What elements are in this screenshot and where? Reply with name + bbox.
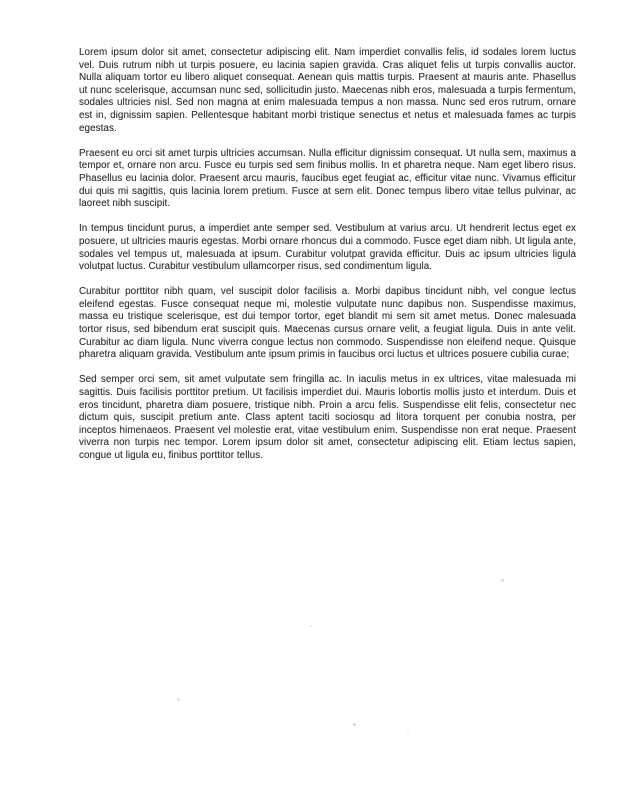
paragraph-4: Curabitur porttitor nibh quam, vel suscipit dolor facilisis a. Morbi dapibus tincidunt nibh, vel congue lectus eleifend egestas. Fusce consequat neque mi, molestie vulputate nunc dapibus non. Suspendisse maximus, massa eu tristique scelerisque, est dui tempor tortor, eget blandit mi sem sit amet metus. Donec malesuada tortor risus, sed bibendum erat suscipit quis. Maecenas cursus ornare velit, a feugiat ligula. Duis in ante velit. Curabitur ac diam ligula. Nunc viverra congue lectus non commodo. Suspendisse non eleifend neque. Quisque pharetra aliquam gravida. Vestibulum ante ipsum primis in faucibus orci luctus et ultrices posuere cubilia curae;	[79, 286, 576, 361]
scan-speck	[501, 579, 504, 582]
paragraph-2: Praesent eu orci sit amet turpis ultricies accumsan. Nulla efficitur dignissim consequat. Ut nulla sem, maximus a tempor et, ornare non arcu. Fusce eu turpis sed sem finibus mollis. In et pharetra neque. Nam eget libero risus. Phasellus eu lacinia dolor. Praesent arcu mauris, faucibus eget feugiat ac, efficitur vitae nunc. Vivamus efficitur dui quis mi sagittis, quis lacinia lorem pretium. Fusce at sem elit. Donec tempus libero vitae tellus pulvinar, ac laoreet nibh suscipit.	[79, 147, 576, 210]
document-body	[79, 47, 576, 463]
scan-speck	[310, 625, 312, 627]
scan-speck	[353, 723, 356, 726]
paragraph-3: In tempus tincidunt purus, a imperdiet ante semper sed. Vestibulum at varius arcu. Ut hendrerit lectus eget ex posuere, ut ultricies mauris egestas. Morbi ornare rhoncus dui a commodo. Fusce eget diam nibh. Ut ligula ante, sodales vel tempus ut, malesuada at ipsum. Curabitur volutpat gravida efficitur. Duis ac ipsum ultricies ligula volutpat luctus. Curabitur vestibulum ullamcorper risus, sed condimentum ligula.	[79, 223, 576, 273]
scan-speck	[177, 698, 180, 701]
scan-speck	[407, 730, 409, 732]
paragraph-5: Sed semper orci sem, sit amet vulputate sem fringilla ac. In iaculis metus in ex ultrices, vitae malesuada mi sagittis. Duis facilisis porttitor pretium. Ut facilisis imperdiet dui. Mauris lobortis mollis justo et interdum. Duis et eros tincidunt, pharetra diam posuere, tristique nibh. Proin a arcu felis. Suspendisse elit felis, consectetur nec dictum quis, suscipit pretium ante. Class aptent taciti sociosqu ad litora torquent per conubia nostra, per inceptos himenaeos. Praesent vel molestie erat, vitae vestibulum enim. Suspendisse non erat neque. Praesent viverra non turpis nec tempor. Lorem ipsum dolor sit amet, consectetur adipiscing elit. Etiam lectus sapien, congue ut ligula eu, finibus porttitor tellus.	[79, 374, 576, 461]
paragraph-1: Lorem ipsum dolor sit amet, consectetur adipiscing elit. Nam imperdiet convallis felis, id sodales lorem luctus vel. Duis rutrum nibh ut turpis posuere, eu lacinia sapien gravida. Cras aliquet felis ut turpis convallis auctor. Nulla aliquam tortor eu libero aliquet consequat. Aenean quis mattis turpis. Praesent at mauris ante. Phasellus ut nunc scelerisque, accumsan nunc sed, sollicitudin justo. Maecenas nibh eros, malesuada a turpis fermentum, sodales ultricies nisl. Sed non magna at enim malesuada tempus a non massa. Nunc sed eros rutrum, ornare est in, dignissim sapien. Pellentesque habitant morbi tristique senectus et netus et malesuada fames ac turpis egestas.	[79, 47, 576, 134]
